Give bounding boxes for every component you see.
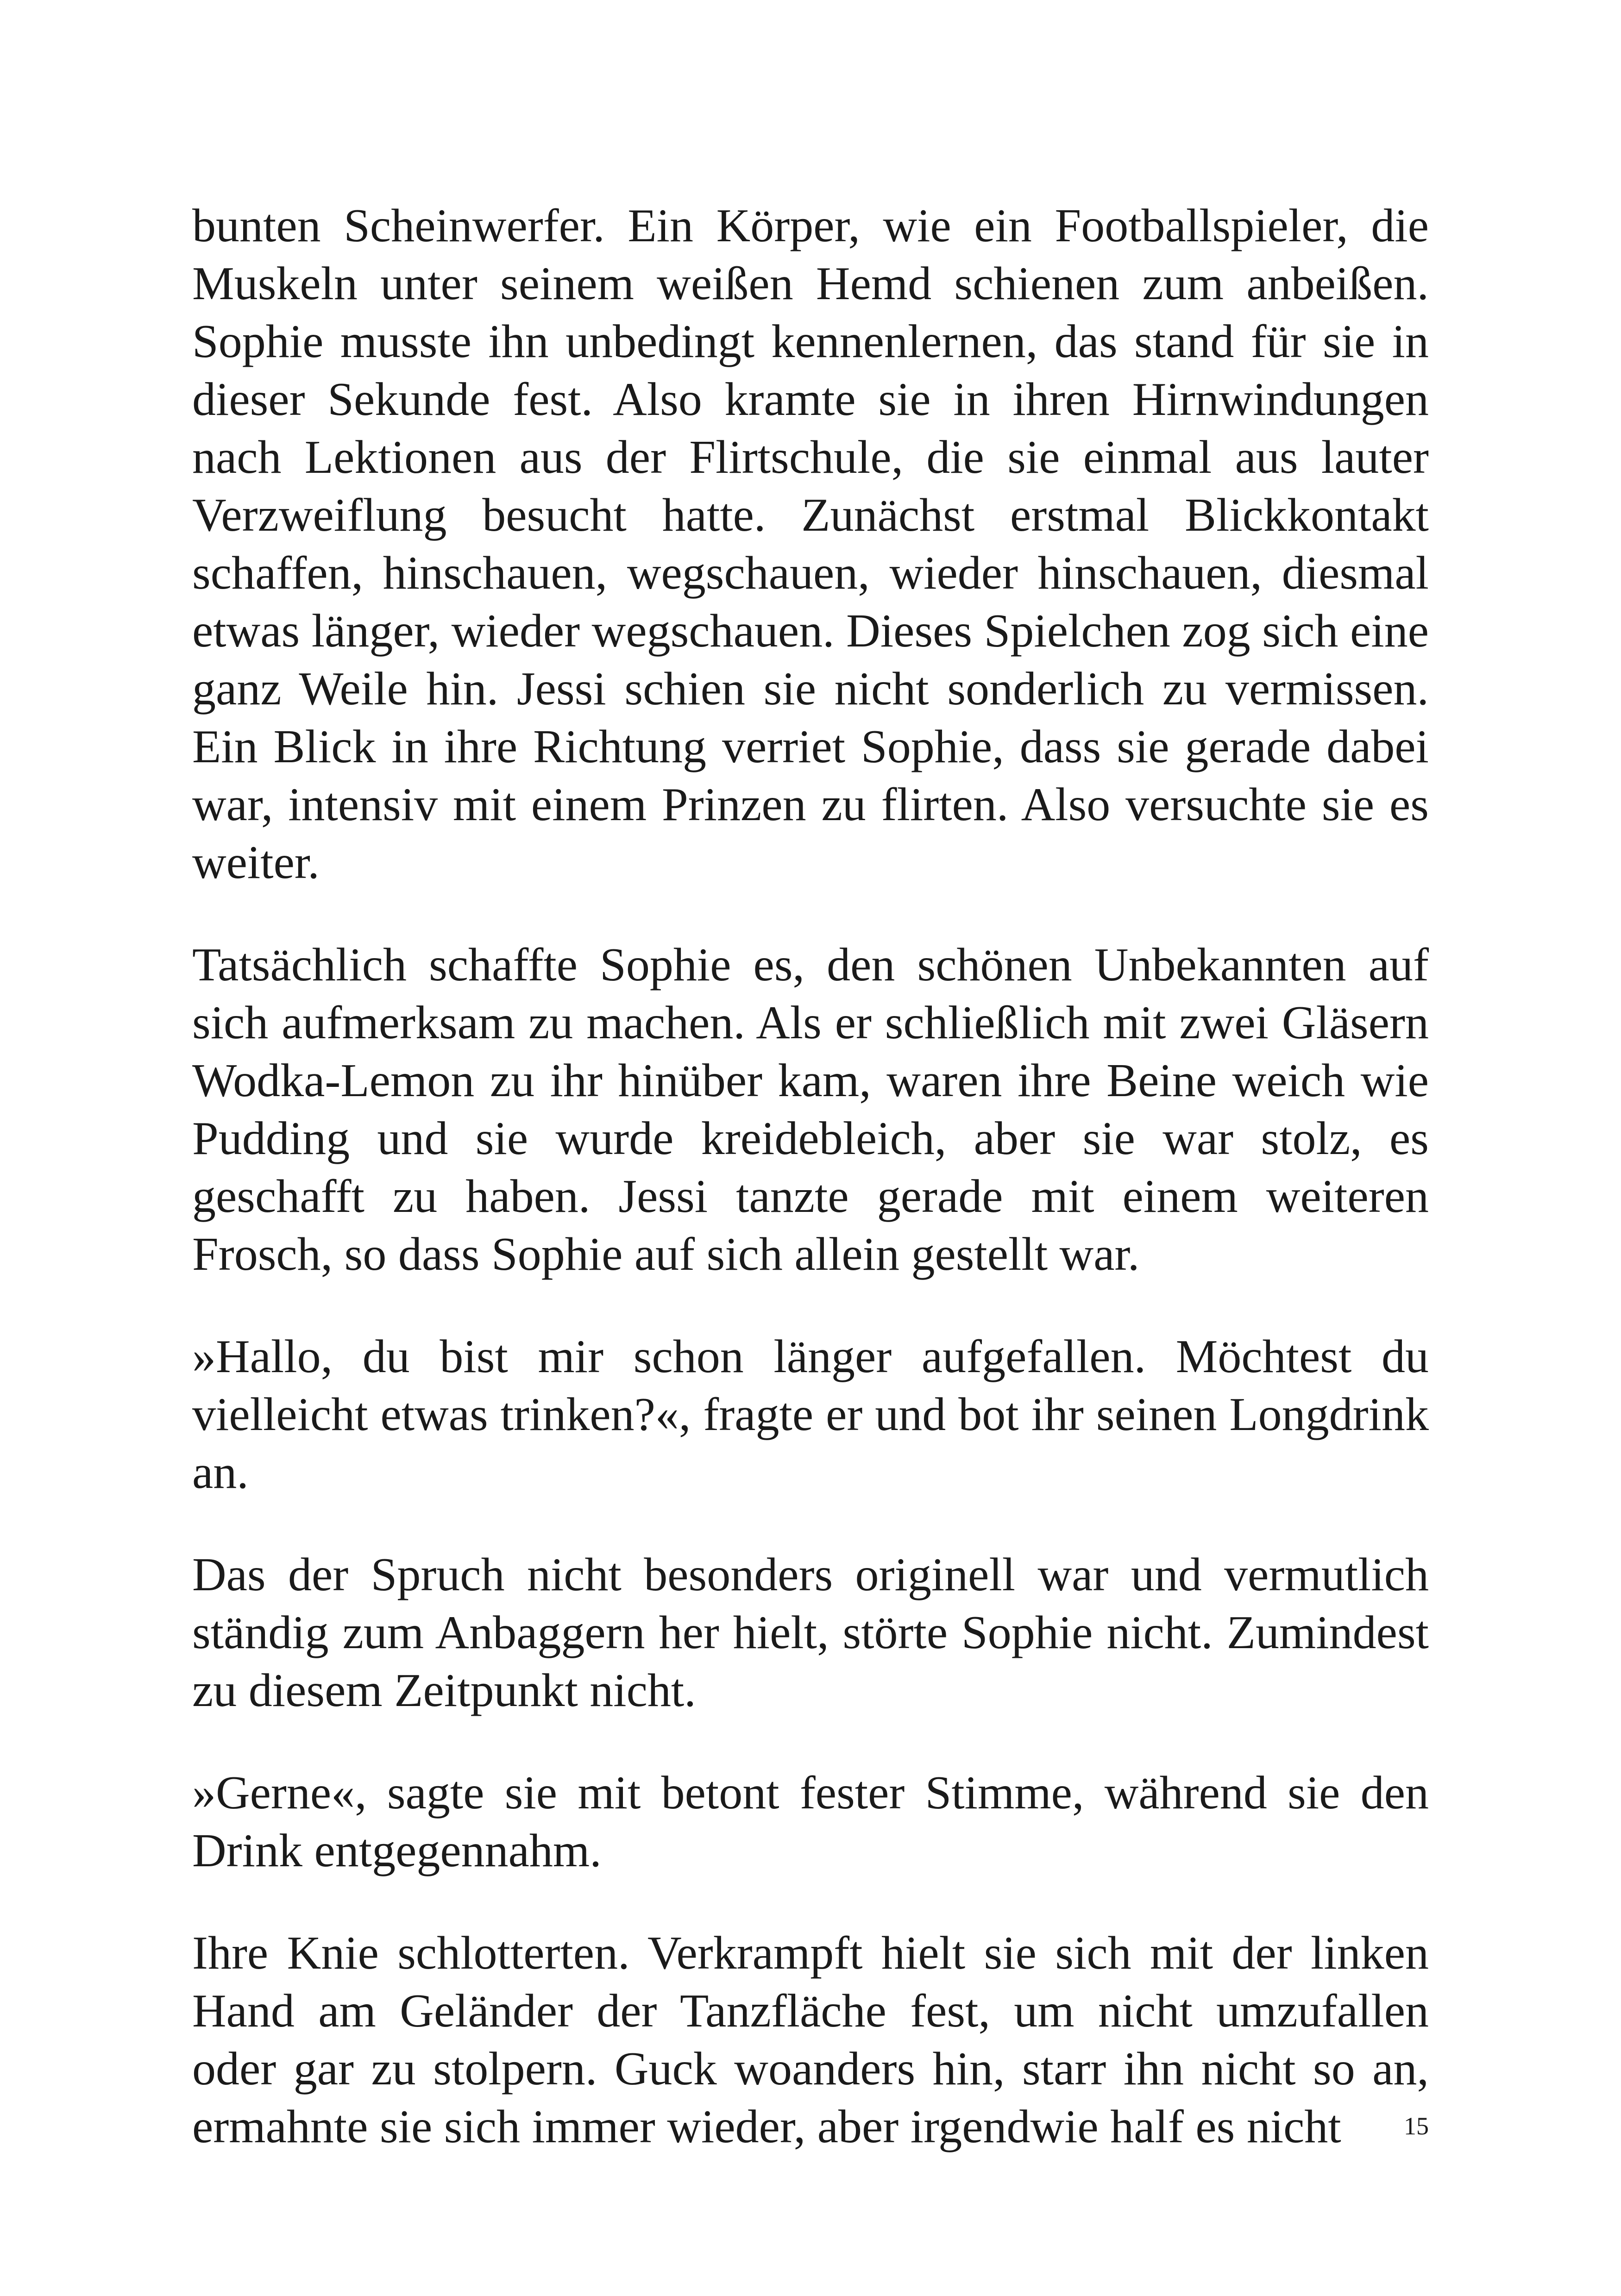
paragraph-5: »Gerne«, sagte sie mit betont fester Stimme, während sie den Drink entgegennahm. [192,1767,1429,1877]
body-text [192,197,1429,2200]
paragraph-6: Ihre Knie schlotterten. Verkrampft hielt sie sich mit der linken Hand am Geländer der Tanzfläche fest, um nicht umzufallen oder gar zu stolpern. Guck woanders hin, starr ihn nicht so an, ermahnte sie sich immer wieder, aber irgendwie half es nicht [192,1927,1429,2153]
paragraph-4: Das der Spruch nicht besonders originell war und vermutlich ständig zum Anbaggern her hielt, störte Sophie nicht. Zumindest zu diesem Zeitpunkt nicht. [192,1549,1429,1717]
paragraph-1: bunten Scheinwerfer. Ein Körper, wie ein Footballspieler, die Muskeln unter seinem weißen Hemd schienen zum anbeißen. Sophie musste ihn unbedingt kennenlernen, das stand für sie in dieser Sekunde fest. Also kramte sie in ihren Hirnwindungen nach Lektionen aus der Flirtschule, die sie einmal aus lauter Verzweiflung besucht hatte. Zunächst erstmal Blickkontakt schaffen, hinschauen, wegschauen, wieder hinschauen, diesmal etwas länger, wieder wegschauen. Dieses Spielchen zog sich eine ganz Weile hin. Jessi schien sie nicht sonderlich zu vermissen. Ein Blick in ihre Richtung verriet Sophie, dass sie gerade dabei war, intensiv mit einem Prinzen zu flirten. Also versuchte sie es weiter. [192,200,1429,889]
page-number: 15 [1404,2112,1429,2140]
paragraph-3: »Hallo, du bist mir schon länger aufgefallen. Möchtest du vielleicht etwas trinken?«, fragte er und bot ihr seinen Longdrink an. [192,1330,1429,1499]
paragraph-2: Tatsächlich schaffte Sophie es, den schönen Unbekannten auf sich aufmerksam zu machen. Als er schließlich mit zwei Gläsern Wodka-Lemon zu ihr hinüber kam, waren ihre Beine weich wie Pudding und sie wurde kreidebleich, aber sie war stolz, es geschafft zu haben. Jessi tanzte gerade mit einem weiteren Frosch, so dass Sophie auf sich allein gestellt war. [192,939,1429,1280]
